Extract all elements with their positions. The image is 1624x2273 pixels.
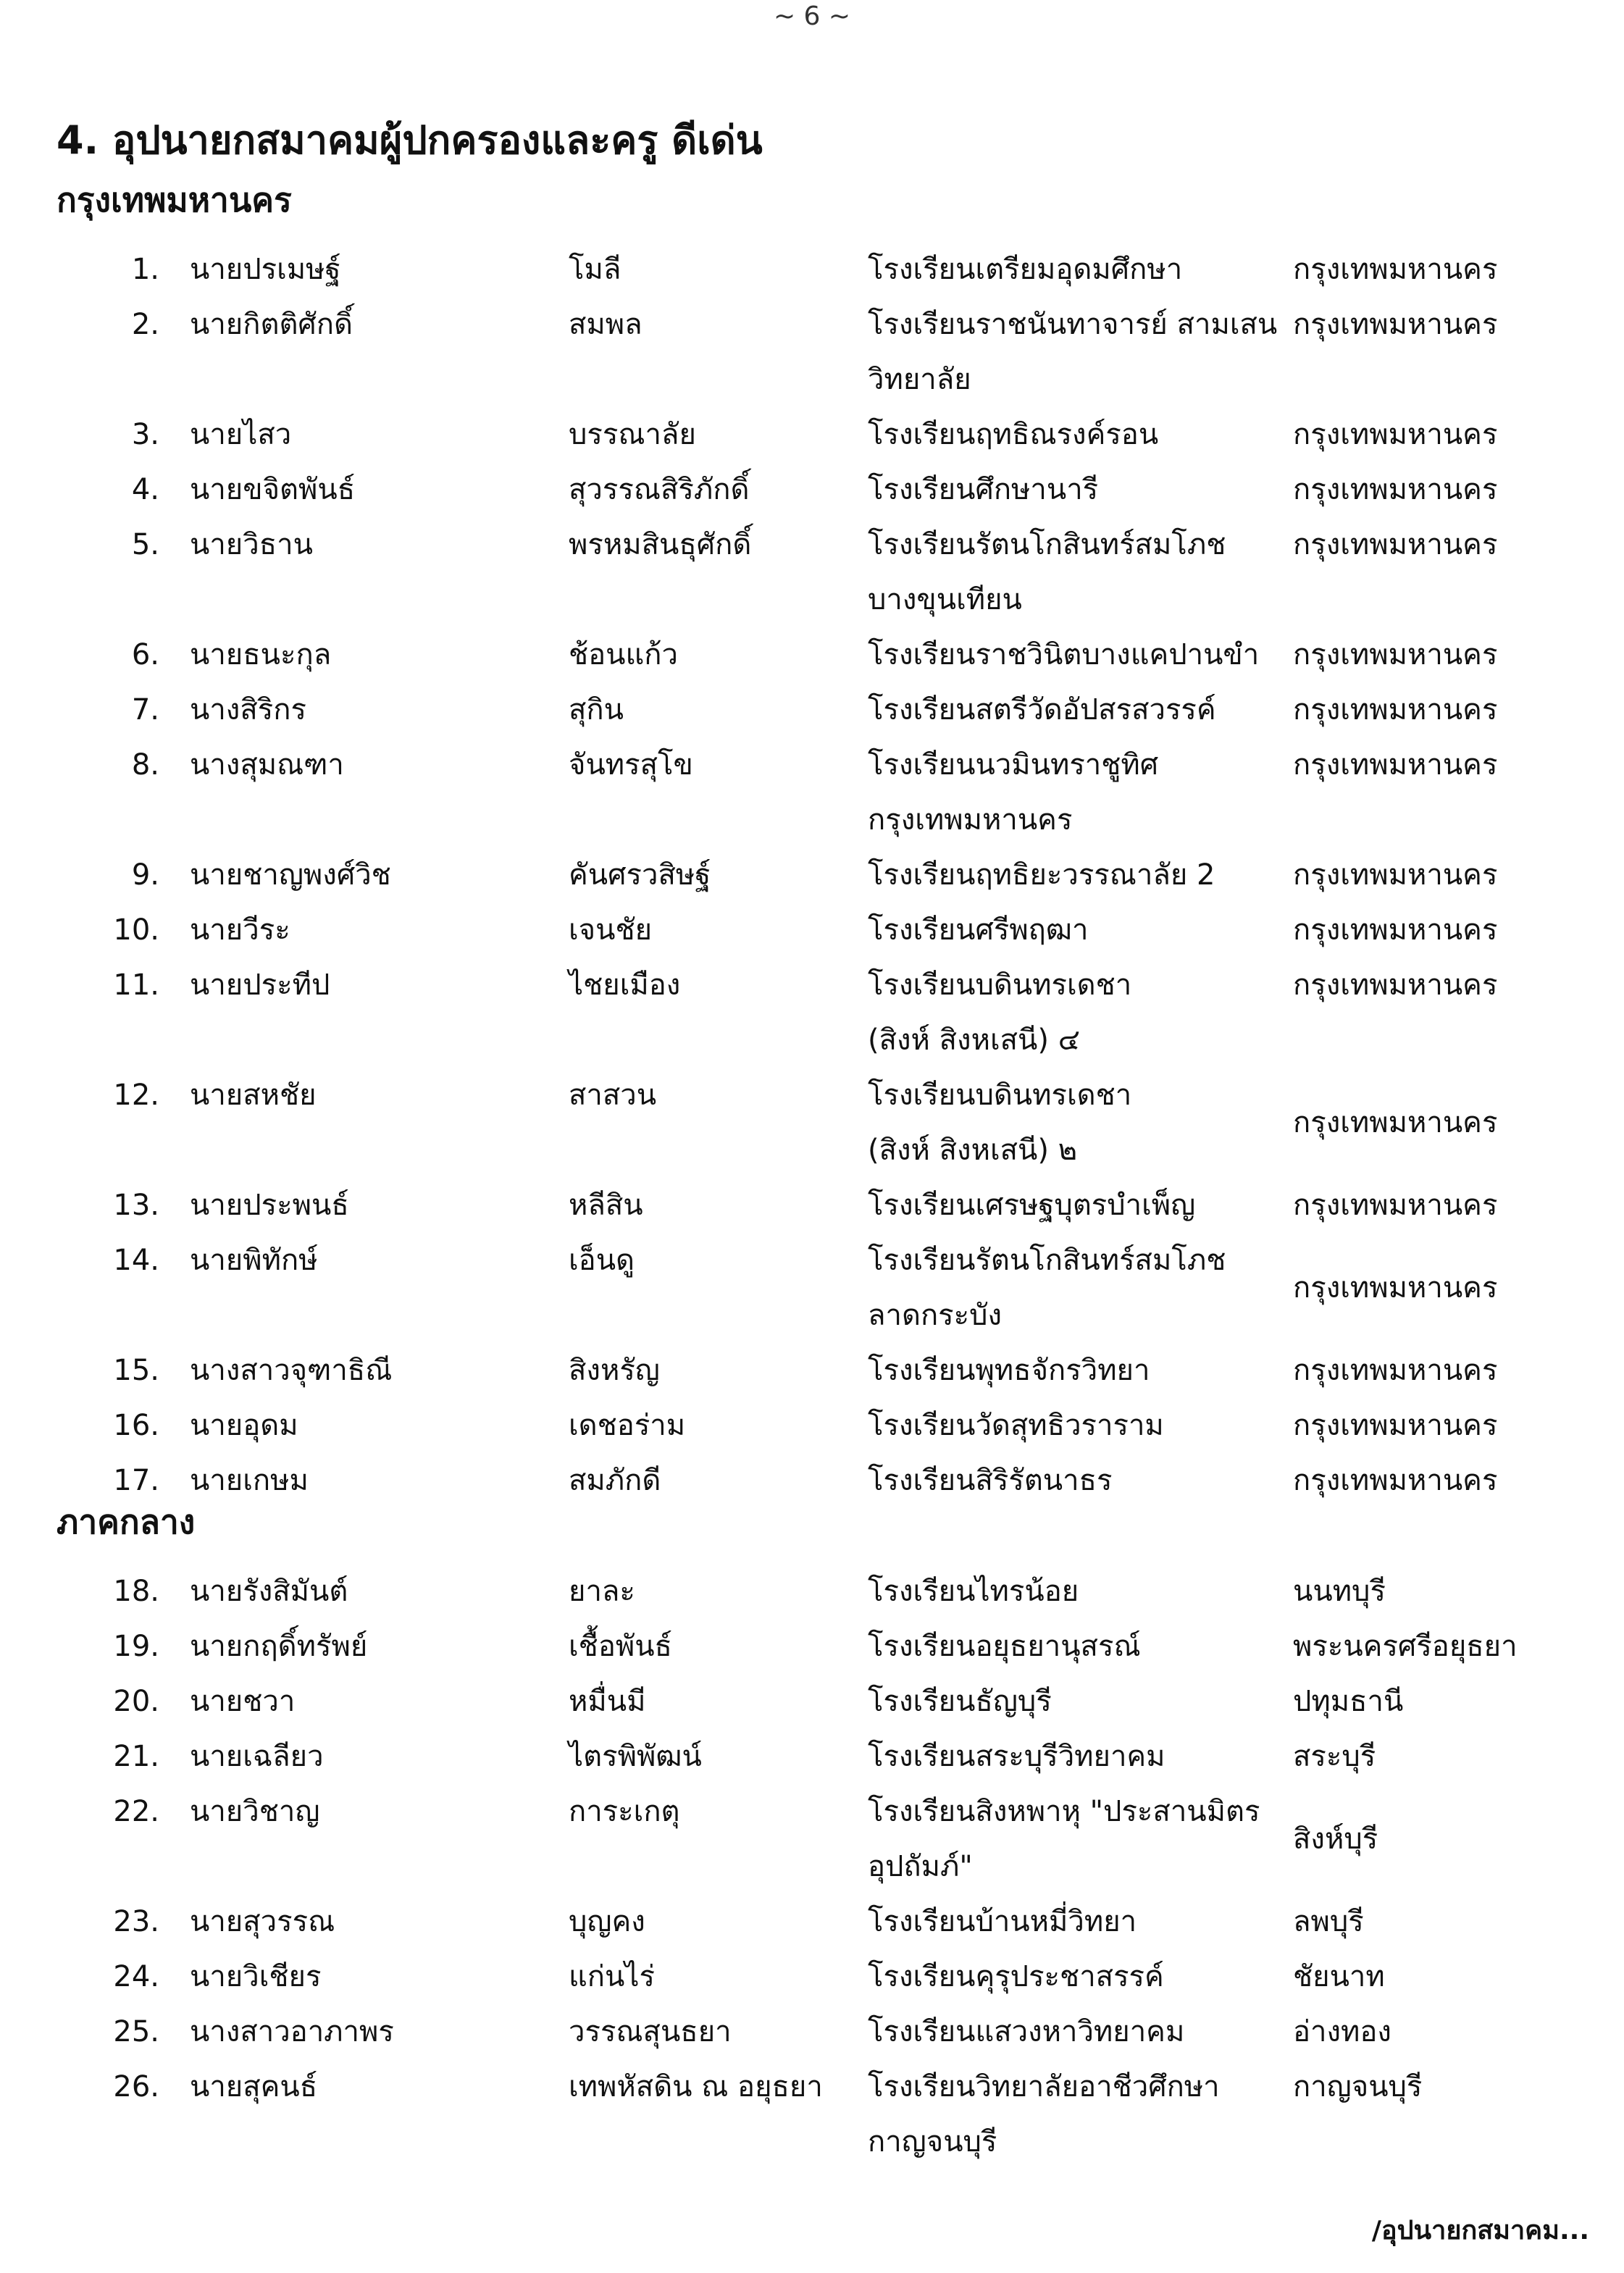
first-name: นายเฉลียว [190, 1740, 324, 1773]
school-name-continued: ลาดกระบัง [868, 1299, 1003, 1332]
entry-number: 14. [113, 1244, 159, 1277]
entry-number: 15. [113, 1354, 159, 1387]
entry-number: 1. [131, 253, 159, 286]
last-name: บุญคง [569, 1905, 645, 1938]
province: ชัยนาท [1293, 1960, 1385, 1993]
entry-number: 22. [113, 1795, 159, 1828]
school-name-continued: (สิงห์ สิงหเสนี) ๒ [868, 1134, 1078, 1167]
first-name: นายชาญพงศ์วิช [190, 858, 391, 892]
province: กาญจนบุรี [1293, 2070, 1423, 2104]
entry-number: 24. [113, 1960, 159, 1993]
school-name: โรงเรียนศรีพฤฒา [868, 913, 1089, 947]
last-name: แก่นไร่ [569, 1960, 655, 1993]
entry-number: 9. [131, 858, 159, 892]
section-heading: 4. อุปนายกสมาคมผู้ปกครองและครู ดีเด่น [56, 117, 763, 163]
province: อ่างทอง [1293, 2015, 1391, 2048]
last-name: คันศรวสิษฐ์ [569, 858, 711, 892]
list-item [0, 517, 1624, 627]
school-name: โรงเรียนเตรียมอุดมศึกษา [868, 253, 1183, 286]
entry-number: 7. [131, 693, 159, 727]
school-name: โรงเรียนคุรุประชาสรรค์ [868, 1960, 1164, 1993]
first-name: นายวิชาญ [190, 1795, 320, 1828]
list-item [0, 297, 1624, 407]
school-name: โรงเรียนบดินทรเดชา [868, 1079, 1132, 1112]
first-name: นายประทีป [190, 968, 330, 1002]
province: กรุงเทพมหานคร [1293, 1106, 1498, 1139]
list-item [0, 1784, 1624, 1894]
school-name: โรงเรียนไทรน้อย [868, 1575, 1079, 1608]
school-name-continued: กาญจนบุรี [868, 2125, 997, 2159]
province: กรุงเทพมหานคร [1293, 528, 1498, 561]
province: กรุงเทพมหานคร [1293, 693, 1498, 727]
school-name-continued: อุปถัมภ์" [868, 1850, 973, 1883]
last-name: บรรณาลัย [569, 418, 696, 451]
entry-number: 12. [113, 1079, 159, 1112]
province: กรุงเทพมหานคร [1293, 913, 1498, 947]
last-name: หมื่นมี [569, 1685, 646, 1718]
entry-number: 16. [113, 1409, 159, 1442]
entry-number: 4. [131, 473, 159, 506]
first-name: นางสิริกร [190, 693, 306, 727]
province: กรุงเทพมหานคร [1293, 418, 1498, 451]
last-name: เดชอร่าม [569, 1409, 686, 1442]
province: กรุงเทพมหานคร [1293, 968, 1498, 1002]
first-name: นางสุมณฑา [190, 748, 344, 782]
last-name: สาสวน [569, 1079, 657, 1112]
school-name: โรงเรียนสระบุรีวิทยาคม [868, 1740, 1165, 1773]
last-name: สุกิน [569, 693, 624, 727]
last-name: ยาละ [569, 1575, 635, 1608]
last-name: เชื้อพันธ์ [569, 1630, 672, 1663]
region-heading: ภาคกลาง [56, 1502, 196, 1541]
school-name-continued: บางขุนเทียน [868, 583, 1022, 616]
province: ลพบุรี [1293, 1905, 1364, 1938]
last-name: เอ็นดู [569, 1244, 635, 1277]
entry-number: 26. [113, 2070, 159, 2104]
entry-number: 23. [113, 1905, 159, 1938]
province: พระนครศรีอยุธยา [1293, 1630, 1518, 1663]
school-name: โรงเรียนบ้านหมี่วิทยา [868, 1905, 1137, 1938]
province: กรุงเทพมหานคร [1293, 308, 1498, 341]
last-name: จันทรสุโข [569, 748, 693, 782]
province: กรุงเทพมหานคร [1293, 1409, 1498, 1442]
entry-number: 8. [131, 748, 159, 782]
entry-number: 10. [113, 913, 159, 947]
school-name: โรงเรียนนวมินทราชูทิศ [868, 748, 1159, 782]
first-name: นายไสว [190, 418, 292, 451]
province: กรุงเทพมหานคร [1293, 748, 1498, 782]
province: นนทบุรี [1293, 1575, 1386, 1608]
first-name: นายวิธาน [190, 528, 313, 561]
entry-number: 6. [131, 638, 159, 671]
first-name: นายกิตติศักดิ์ [190, 308, 353, 341]
first-name: นายปรเมษฐ์ [190, 253, 341, 286]
last-name: หลีสิน [569, 1189, 643, 1222]
province: สระบุรี [1293, 1740, 1376, 1773]
school-name: โรงเรียนศึกษานารี [868, 473, 1099, 506]
last-name: สมพล [569, 308, 643, 341]
entry-number: 13. [113, 1189, 159, 1222]
school-name-continued: วิทยาลัย [868, 363, 971, 396]
province: กรุงเทพมหานคร [1293, 638, 1498, 671]
last-name: สุวรรณสิริภักดิ์ [569, 473, 750, 506]
entry-number: 21. [113, 1740, 159, 1773]
school-name: โรงเรียนเศรษฐบุตรบำเพ็ญ [868, 1189, 1196, 1222]
first-name: นายกฤดิ์ทรัพย์ [190, 1630, 368, 1663]
list-item [0, 737, 1624, 847]
province: กรุงเทพมหานคร [1293, 473, 1498, 506]
school-name-continued: กรุงเทพมหานคร [868, 803, 1073, 837]
entry-number: 18. [113, 1575, 159, 1608]
last-name: เทพหัสดิน ณ อยุธยา [569, 2070, 823, 2104]
province: กรุงเทพมหานคร [1293, 1354, 1498, 1387]
last-name: โมลี [569, 253, 621, 286]
list-item [0, 958, 1624, 1068]
entry-number: 17. [113, 1464, 159, 1497]
entry-number: 19. [113, 1630, 159, 1663]
school-name: โรงเรียนฤทธิยะวรรณาลัย 2 [868, 858, 1215, 892]
school-name: โรงเรียนวัดสุทธิวราราม [868, 1409, 1164, 1442]
entry-number: 2. [131, 308, 159, 341]
entry-number: 11. [113, 968, 159, 1002]
first-name: นายสหชัย [190, 1079, 317, 1112]
first-name: นายรังสิมันต์ [190, 1575, 348, 1608]
province: ปทุมธานี [1293, 1685, 1404, 1718]
school-name: โรงเรียนราชนันทาจารย์ สามเสน [868, 308, 1278, 341]
province: สิงห์บุรี [1293, 1822, 1378, 1856]
first-name: นายวีระ [190, 913, 290, 947]
last-name: วรรณสุนธยา [569, 2015, 732, 2048]
school-name: โรงเรียนสตรีวัดอัปสรสวรรค์ [868, 693, 1216, 727]
school-name: โรงเรียนรัตนโกสินทร์สมโภช [868, 528, 1226, 561]
page-number: ~ 6 ~ [773, 1, 851, 31]
first-name: นายประพนธ์ [190, 1189, 349, 1222]
first-name: นายพิทักษ์ [190, 1244, 318, 1277]
list-item [0, 1453, 1624, 1563]
first-name: นายเกษม [190, 1464, 309, 1497]
entry-number: 25. [113, 2015, 159, 2048]
school-name: โรงเรียนอยุธยานุสรณ์ [868, 1630, 1141, 1663]
first-name: นายวิเชียร [190, 1960, 322, 1993]
first-name: นางสาวจุฑาธิณี [190, 1354, 393, 1387]
school-name: โรงเรียนสิงหพาหุ "ประสานมิตร [868, 1795, 1260, 1828]
entry-number: 3. [131, 418, 159, 451]
school-name: โรงเรียนสิริรัตนาธร [868, 1464, 1113, 1497]
first-name: นายสุคนธ์ [190, 2070, 318, 2104]
region-heading: กรุงเทพมหานคร [56, 180, 292, 219]
first-name: นายชวา [190, 1685, 296, 1718]
school-name: โรงเรียนพุทธจักรวิทยา [868, 1354, 1150, 1387]
last-name: เจนชัย [569, 913, 653, 947]
school-name: โรงเรียนแสวงหาวิทยาคม [868, 2015, 1185, 2048]
school-name: โรงเรียนรัตนโกสินทร์สมโภช [868, 1244, 1226, 1277]
school-name: โรงเรียนวิทยาลัยอาชีวศึกษา [868, 2070, 1220, 2104]
continuation-note: /อุปนายกสมาคม... [1371, 2216, 1589, 2245]
school-name: โรงเรียนบดินทรเดชา [868, 968, 1132, 1002]
list-item [0, 2059, 1624, 2169]
first-name: นายขจิตพันธ์ [190, 473, 356, 506]
last-name: พรหมสินธุศักดิ์ [569, 528, 752, 561]
province: กรุงเทพมหานคร [1293, 253, 1498, 286]
entry-number: 20. [113, 1685, 159, 1718]
school-name: โรงเรียนราชวินิตบางแคปานขำ [868, 638, 1260, 671]
last-name: ช้อนแก้ว [569, 638, 678, 671]
last-name: ไตรพิพัฒน์ [569, 1740, 702, 1773]
last-name: สมภักดี [569, 1464, 661, 1497]
province: กรุงเทพมหานคร [1293, 1189, 1498, 1222]
entry-number: 5. [131, 528, 159, 561]
last-name: ไชยเมือง [569, 968, 681, 1002]
first-name: นายธนะกุล [190, 638, 332, 671]
last-name: สิงหรัญ [569, 1354, 660, 1387]
first-name: นายสุวรรณ [190, 1905, 335, 1938]
province: กรุงเทพมหานคร [1293, 1464, 1498, 1497]
last-name: การะเกตุ [569, 1795, 680, 1828]
list-item [0, 1233, 1624, 1343]
first-name: นางสาวอาภาพร [190, 2015, 394, 2048]
first-name: นายอุดม [190, 1409, 298, 1442]
school-name: โรงเรียนธัญบุรี [868, 1685, 1052, 1718]
province: กรุงเทพมหานคร [1293, 858, 1498, 892]
school-name: โรงเรียนฤทธิณรงค์รอน [868, 418, 1159, 451]
list-item [0, 1068, 1624, 1178]
province: กรุงเทพมหานคร [1293, 1271, 1498, 1305]
school-name-continued: (สิงห์ สิงหเสนี) ๔ [868, 1024, 1080, 1057]
